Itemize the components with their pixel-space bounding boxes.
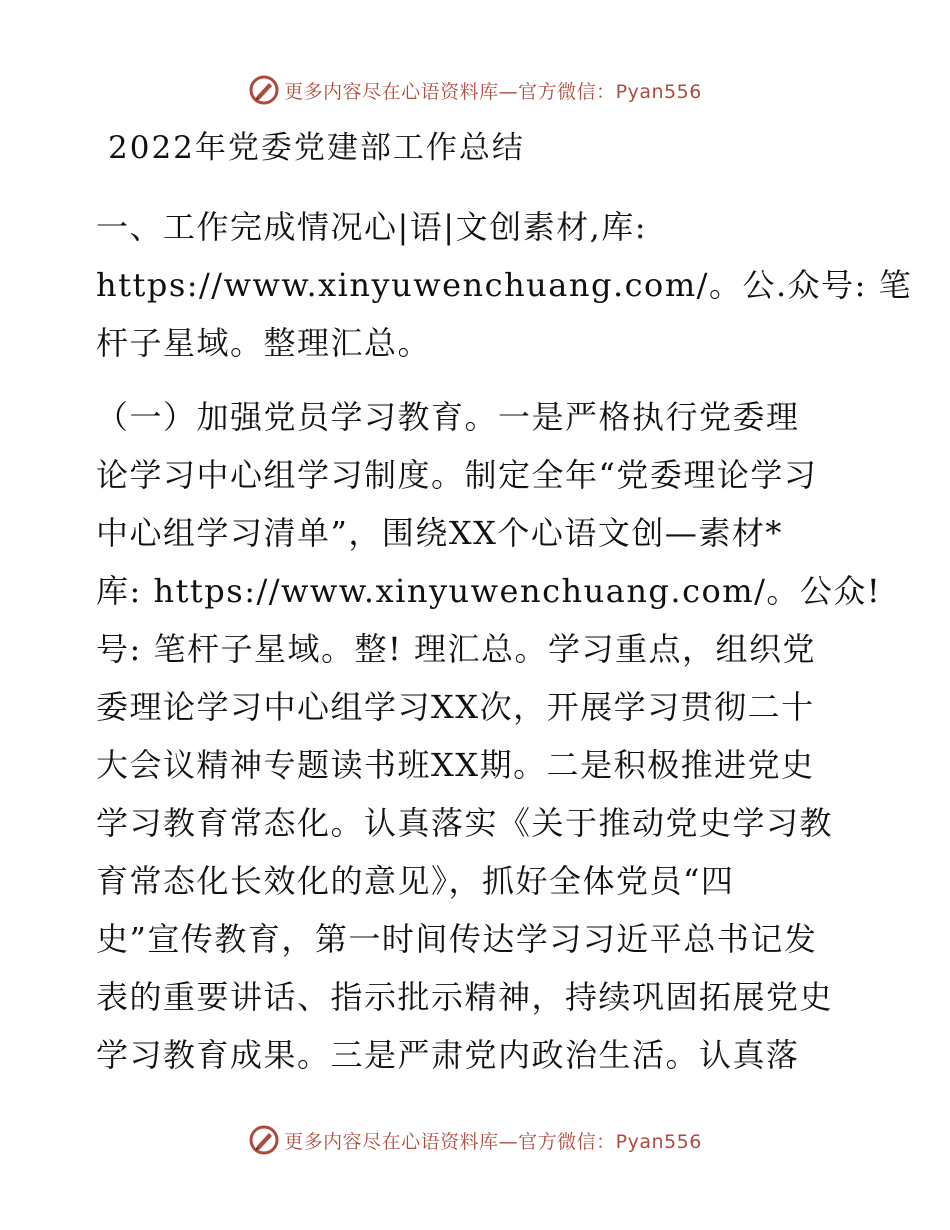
section2-line: （一）加强党员学习教育。一是严格执行党委理	[96, 398, 800, 436]
section1-line: https://www.xinyuwenchuang.com/。公.众号: 笔	[96, 266, 913, 304]
section2-line: 库: https://www.xinyuwenchuang.com/。公众!	[96, 572, 882, 610]
section2-line: 育常态化长效化的意见》，抓好全体党员“四	[96, 862, 735, 900]
watermark-text: 更多内容尽在心语资料库—官方微信：Pyan556	[284, 1130, 702, 1153]
section2-line: 委理论学习中心组学习XX次，开展学习贯彻二十	[96, 688, 815, 726]
document-title: 2022年党委党建部工作总结	[108, 130, 525, 166]
document-body	[96, 198, 913, 1084]
section2-line: 中心组学习清单”，围绕XX个心语文创—素材*	[96, 514, 783, 552]
section1-line: 杆子星域。整理汇总。	[96, 324, 432, 362]
section1-line: 一、工作完成情况心|语|文创素材,库:	[96, 208, 648, 246]
section2-line: 史”宣传教育，第一时间传达学习习近平总书记发	[96, 920, 818, 958]
pen-logo-icon	[248, 1124, 280, 1156]
section2-line: 号: 笔杆子星域。整! 理汇总。学习重点，组织党	[96, 630, 816, 668]
pen-logo-icon	[248, 74, 280, 106]
section2-line: 大会议精神专题读书班XX期。二是积极推进党史	[96, 746, 815, 784]
header-watermark	[0, 70, 950, 110]
section2-line: 表的重要讲话、指示批示精神，持续巩固拓展党史	[96, 978, 834, 1016]
footer-watermark	[0, 1120, 950, 1160]
watermark-text: 更多内容尽在心语资料库—官方微信：Pyan556	[284, 80, 702, 103]
section2-line: 学习教育成果。三是严肃党内政治生活。认真落	[96, 1036, 800, 1074]
section2-line: 论学习中心组学习制度。制定全年“党委理论学习	[96, 456, 818, 494]
section2-line: 学习教育常态化。认真落实《关于推动党史学习教	[96, 804, 834, 842]
